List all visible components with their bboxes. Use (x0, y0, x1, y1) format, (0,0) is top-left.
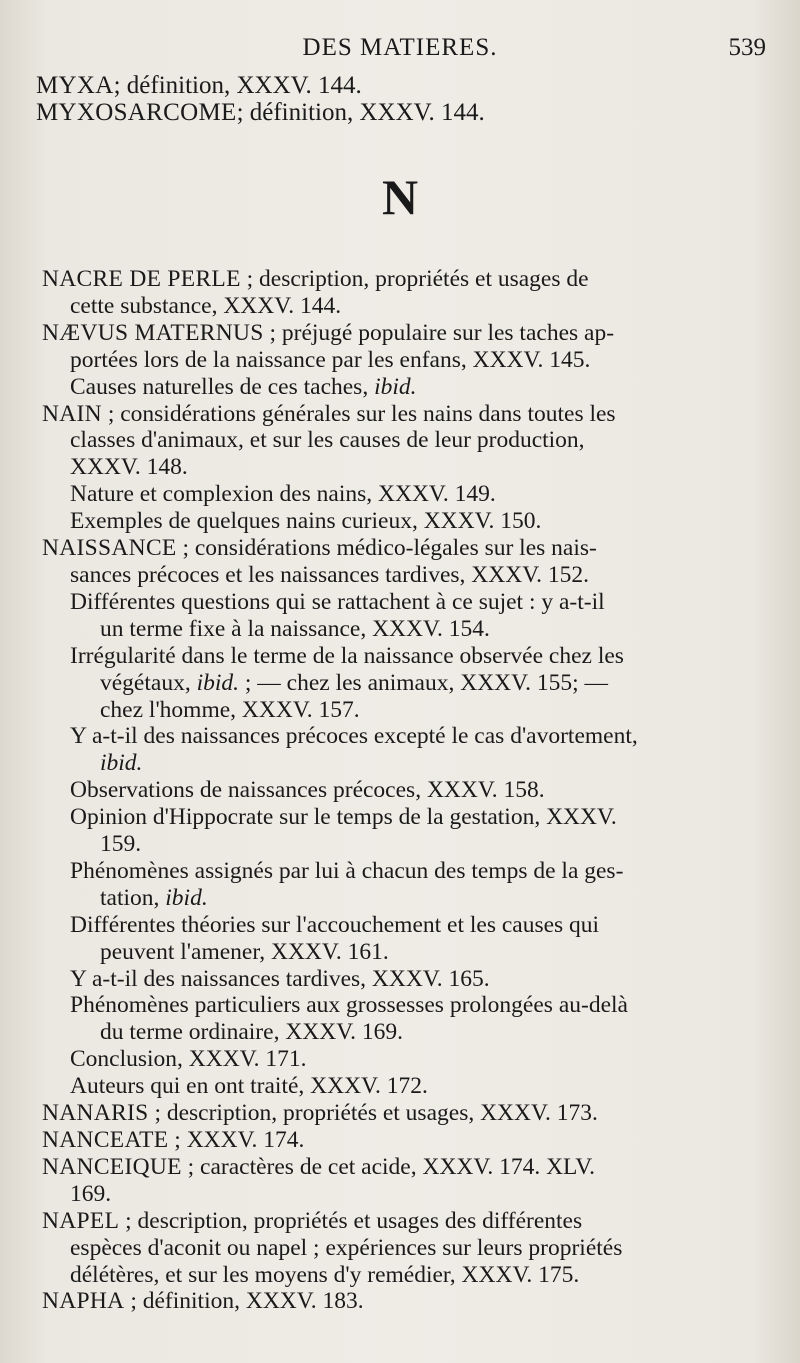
index-line (0, 697, 800, 724)
entry-text: végétaux, (100, 669, 197, 696)
entry-text: classes d'animaux, et sur les causes de leur production, (70, 427, 585, 454)
entry-head: NAPHA (42, 1288, 125, 1315)
entry-text: XXXV. 148. (70, 454, 188, 481)
entry-text: Nature et complexion des nains, XXXV. 149. (70, 481, 496, 508)
entry-text: ; description, propriétés et usages de (240, 266, 589, 292)
index-line (0, 1019, 800, 1046)
entry-head: NAISSANCE (42, 535, 177, 562)
entry-text: ; description, propriétés et usages, XXXV. 173. (148, 1100, 598, 1127)
entry-text: ; XXXV. 174. (168, 1127, 305, 1153)
entry-text: Auteurs qui en ont traité, XXXV. 172. (70, 1073, 428, 1100)
entry-text: peuvent l'amener, XXXV. 161. (100, 938, 389, 965)
entry-text: chez l'homme, XXXV. 157. (100, 696, 360, 723)
entry-text: Observations de naissances précoces, XXXV. 158. (70, 777, 545, 804)
running-title: DES MATIERES. (302, 34, 498, 61)
index-line (0, 589, 800, 616)
index-line (0, 643, 800, 670)
entry-text: Différentes questions qui se rattachent à ce sujet : y a-t-il (70, 588, 605, 615)
entry-text: Irrégularité dans le terme de la naissance observée chez les (70, 642, 624, 669)
index-line (0, 616, 800, 643)
index-entry (0, 1288, 800, 1315)
index-line (0, 939, 800, 966)
index-line (0, 966, 800, 993)
index-line (0, 508, 800, 535)
entry-text: ; description, propriétés et usages des différentes (119, 1207, 583, 1234)
index-line (0, 1181, 800, 1208)
entry-head: MYXA (36, 72, 114, 99)
index-line (0, 454, 800, 481)
entry-ibid: ibid. (374, 373, 417, 400)
index-entry (0, 1154, 800, 1181)
entry-text: un terme fixe à la naissance, XXXV. 154. (100, 615, 490, 642)
entry-text: Causes naturelles de ces taches, (70, 373, 375, 400)
entry-text: 159. (100, 831, 142, 858)
entry-text: ; considérations médico-légales sur les nais- (176, 535, 597, 562)
entry-ibid: ibid. (196, 669, 240, 696)
entry-text: 169. (70, 1180, 112, 1207)
index-entry (0, 320, 800, 347)
entry-head: MYXOSARCOME (36, 99, 237, 126)
entry-head: NANARIS (42, 1100, 149, 1127)
entry-text: Y a-t-il des naissances tardives, XXXV. 165. (70, 965, 490, 992)
entry-text: tation, (100, 884, 166, 911)
entry-text: ; préjugé populaire sur les taches ap- (263, 319, 615, 346)
index-line (0, 347, 800, 374)
index-line (0, 992, 800, 1019)
entry-head: NÆVUS MATERNUS (42, 319, 264, 346)
entry-text: Phénomènes particuliers aux grossesses prolongées au-delà (70, 992, 628, 1019)
entry-ibid: ibid. (165, 884, 208, 911)
entry-ibid: ibid. (100, 750, 143, 777)
index-line (0, 777, 800, 804)
entry-text: Exemples de quelques nains curieux, XXXV. 150. (70, 508, 542, 535)
index-line (0, 1235, 800, 1262)
entry-head: NAPEL (42, 1207, 120, 1234)
entry-text: Conclusion, XXXV. 171. (70, 1046, 307, 1073)
index-line (0, 912, 800, 939)
index-line (0, 481, 800, 508)
index-line (0, 750, 800, 777)
entry-text: ; définition, XXXV. 144. (113, 72, 362, 99)
index-entry (36, 72, 776, 99)
entry-text: ; définition, XXXV. 144. (236, 99, 485, 126)
entry-text: espèces d'aconit ou napel ; expériences sur leurs propriétés (70, 1234, 623, 1261)
entry-text: délétères, et sur les moyens d'y remédier, XXXV. 175. (70, 1261, 580, 1288)
index-entry (0, 535, 800, 562)
entry-head: NANCEATE (42, 1127, 169, 1153)
index-line (0, 858, 800, 885)
index-body (0, 266, 800, 1315)
entry-text: Différentes théories sur l'accouchement et les causes qui (70, 911, 600, 938)
running-head (0, 34, 800, 68)
index-line (0, 293, 800, 320)
index-line (0, 670, 800, 697)
index-line (0, 427, 800, 454)
entry-text: Opinion d'Hippocrate sur le temps de la gestation, XXXV. (70, 804, 617, 831)
index-entry (36, 99, 776, 126)
index-entry (0, 266, 800, 293)
index-line (0, 1046, 800, 1073)
entry-text: Y a-t-il des naissances précoces excepté le cas d'avortement, (70, 723, 638, 750)
entry-text: ; définition, XXXV. 183. (124, 1288, 364, 1315)
entry-head: NACRE DE PERLE (42, 266, 241, 292)
entry-text: cette substance, XXXV. 144. (70, 292, 342, 319)
index-line (0, 885, 800, 912)
index-line (0, 804, 800, 831)
section-letter: N (381, 169, 419, 225)
index-entry (0, 401, 800, 428)
entry-head: NAIN (42, 400, 102, 427)
index-entry (0, 1208, 800, 1235)
entry-text: ; caractères de cet acide, XXXV. 174. XLV. (181, 1153, 596, 1180)
index-line (0, 562, 800, 589)
entry-text: portées lors de la naissance par les enfans, XXXV. 145. (70, 346, 591, 373)
index-line (0, 723, 800, 750)
entry-text: sances précoces et les naissances tardives, XXXV. 152. (70, 561, 590, 588)
index-line (0, 831, 800, 858)
continued-entries (36, 72, 776, 126)
index-line (0, 1262, 800, 1289)
entry-head: NANCEIQUE (42, 1153, 182, 1180)
entry-text: Phénomènes assignés par lui à chacun des temps de la ges- (70, 857, 624, 884)
page-number: 539 (728, 34, 766, 61)
entry-text: ; considérations générales sur les nains dans toutes les (101, 400, 616, 427)
entry-text: du terme ordinaire, XXXV. 169. (100, 1019, 404, 1046)
index-line (0, 374, 800, 401)
index-entry (0, 1100, 800, 1127)
index-entry (0, 1127, 800, 1154)
entry-text: ; — chez les animaux, XXXV. 155; — (239, 669, 608, 696)
index-line (0, 1073, 800, 1100)
